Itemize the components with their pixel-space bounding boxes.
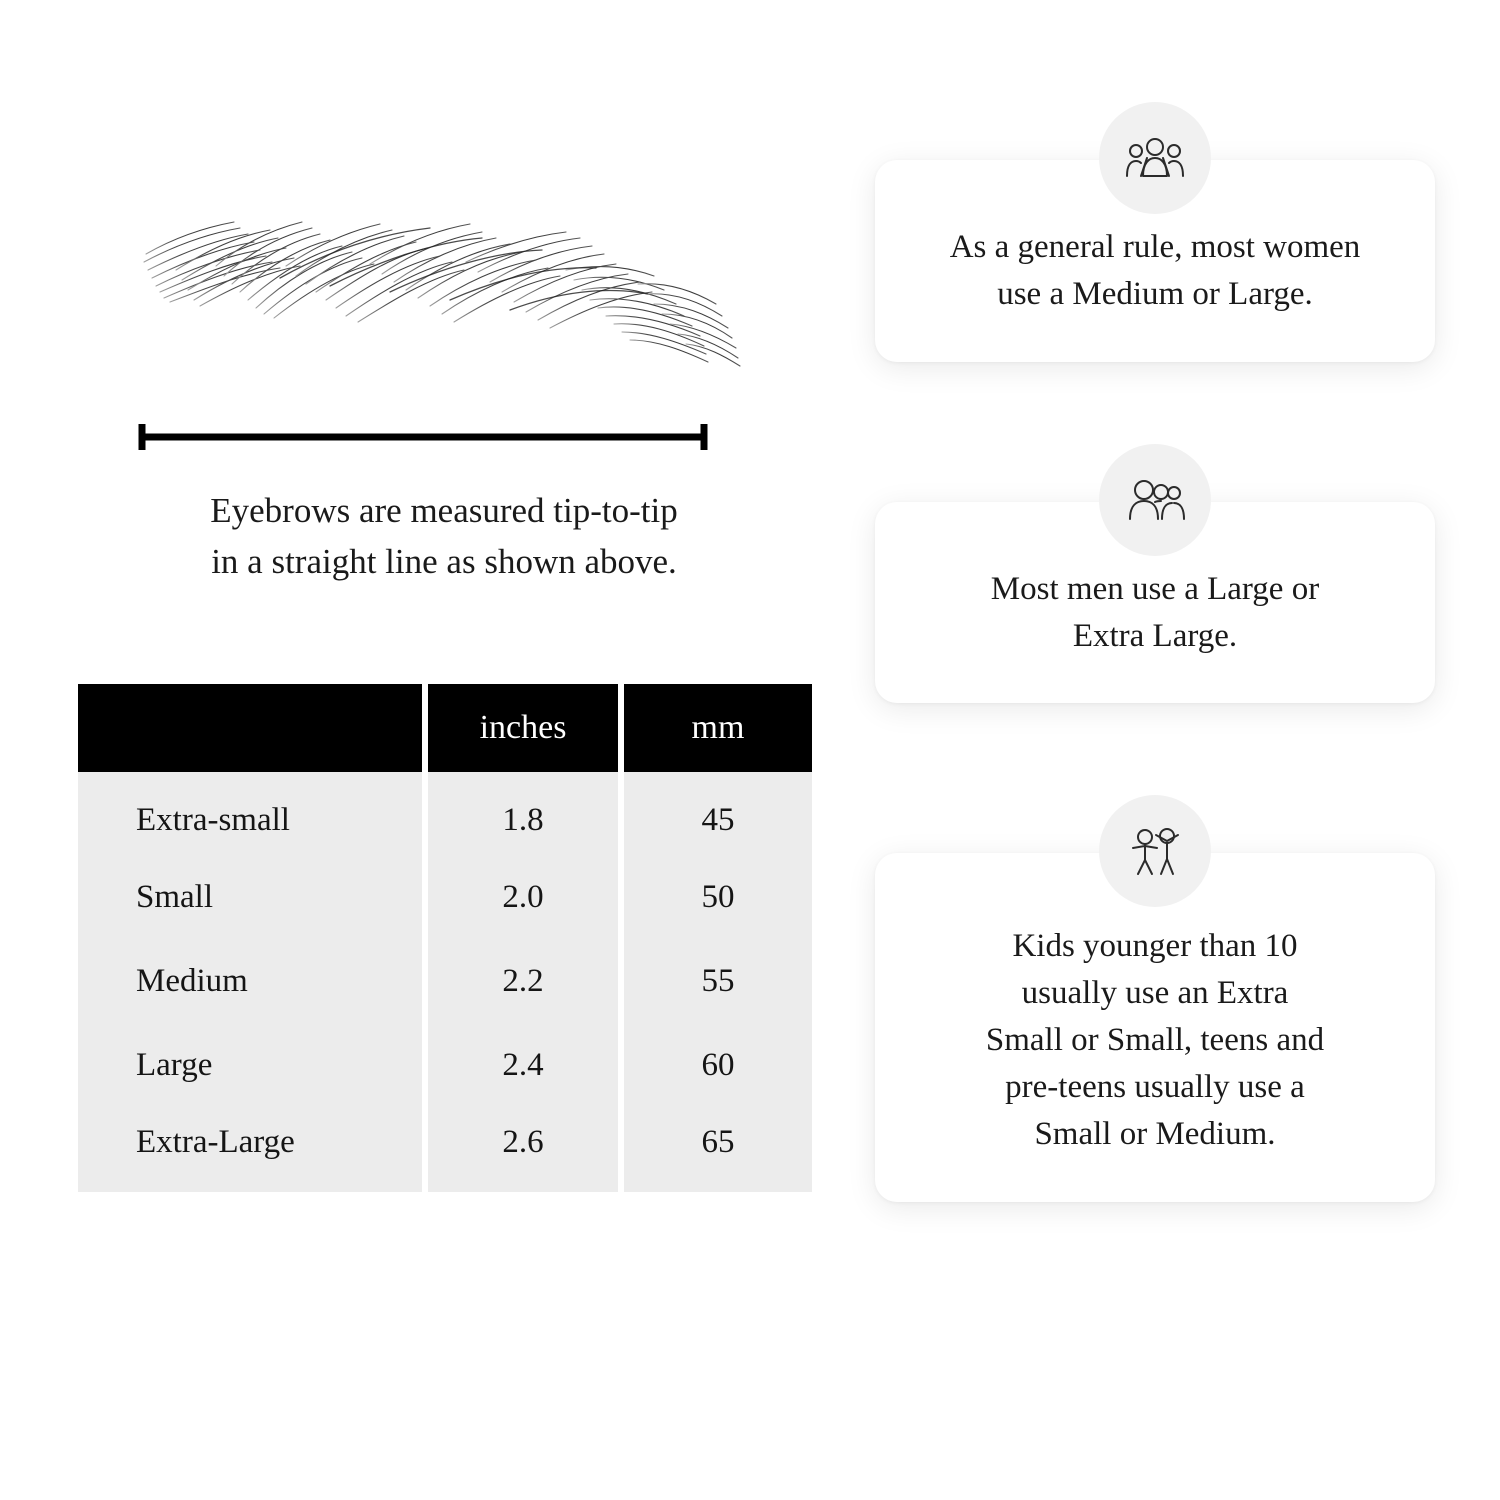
men-group-icon (1099, 444, 1211, 556)
card-line-1: Most men use a Large or (990, 570, 1320, 607)
card-line-1: As a general rule, most women (949, 229, 1361, 265)
right-column (875, 160, 1435, 1202)
left-column (72, 150, 802, 1192)
row-mm: 60 (624, 1024, 812, 1108)
figure-caption (134, 486, 754, 588)
row-inches: 2.2 (428, 940, 618, 1024)
info-card-men (875, 502, 1435, 704)
row-name: Extra-Large (78, 1108, 422, 1192)
header-inches: inches (428, 684, 618, 772)
row-name: Small (78, 856, 422, 940)
eyebrow-figure (130, 150, 770, 480)
card-line-2: Extra Large. (1072, 617, 1238, 654)
row-inches: 2.0 (428, 856, 618, 940)
table-row (78, 856, 812, 940)
row-mm: 50 (624, 856, 812, 940)
table-row (78, 1024, 812, 1108)
size-table (72, 684, 818, 1192)
table-row (78, 772, 812, 856)
kids-icon (1099, 795, 1211, 907)
row-name: Extra-small (78, 772, 422, 856)
row-inches: 2.6 (428, 1108, 618, 1192)
row-inches: 1.8 (428, 772, 618, 856)
card-line-2: usually use an Extra (1021, 975, 1289, 1012)
eyebrow-illustration-icon (130, 150, 770, 380)
row-mm: 55 (624, 940, 812, 1024)
card-text-men (915, 566, 1395, 660)
caption-line-2: in a straight line as shown above. (211, 541, 677, 581)
card-line-3: Small or Small, teens and (985, 1022, 1325, 1059)
table-row (78, 1108, 812, 1192)
header-size (78, 684, 422, 772)
caption-line-1: Eyebrows are measured tip-to-tip (210, 491, 678, 530)
table-row (78, 940, 812, 1024)
measurement-line-icon (136, 422, 710, 452)
header-mm: mm (624, 684, 812, 772)
info-card-women (875, 160, 1435, 362)
card-line-2: use a Medium or Large. (997, 275, 1313, 312)
table-body (78, 772, 812, 1192)
card-text-kids (915, 923, 1395, 1157)
info-card-kids (875, 853, 1435, 1201)
card-line-4: pre-teens usually use a (1005, 1069, 1305, 1106)
row-mm: 45 (624, 772, 812, 856)
row-name: Medium (78, 940, 422, 1024)
card-line-1: Kids younger than 10 (1012, 928, 1298, 965)
row-mm: 65 (624, 1108, 812, 1192)
women-group-icon (1099, 102, 1211, 214)
table-header-row (78, 684, 812, 772)
row-name: Large (78, 1024, 422, 1108)
row-inches: 2.4 (428, 1024, 618, 1108)
card-text-women (915, 224, 1395, 318)
table-header (78, 684, 812, 772)
card-line-5: Small or Medium. (1034, 1115, 1276, 1152)
